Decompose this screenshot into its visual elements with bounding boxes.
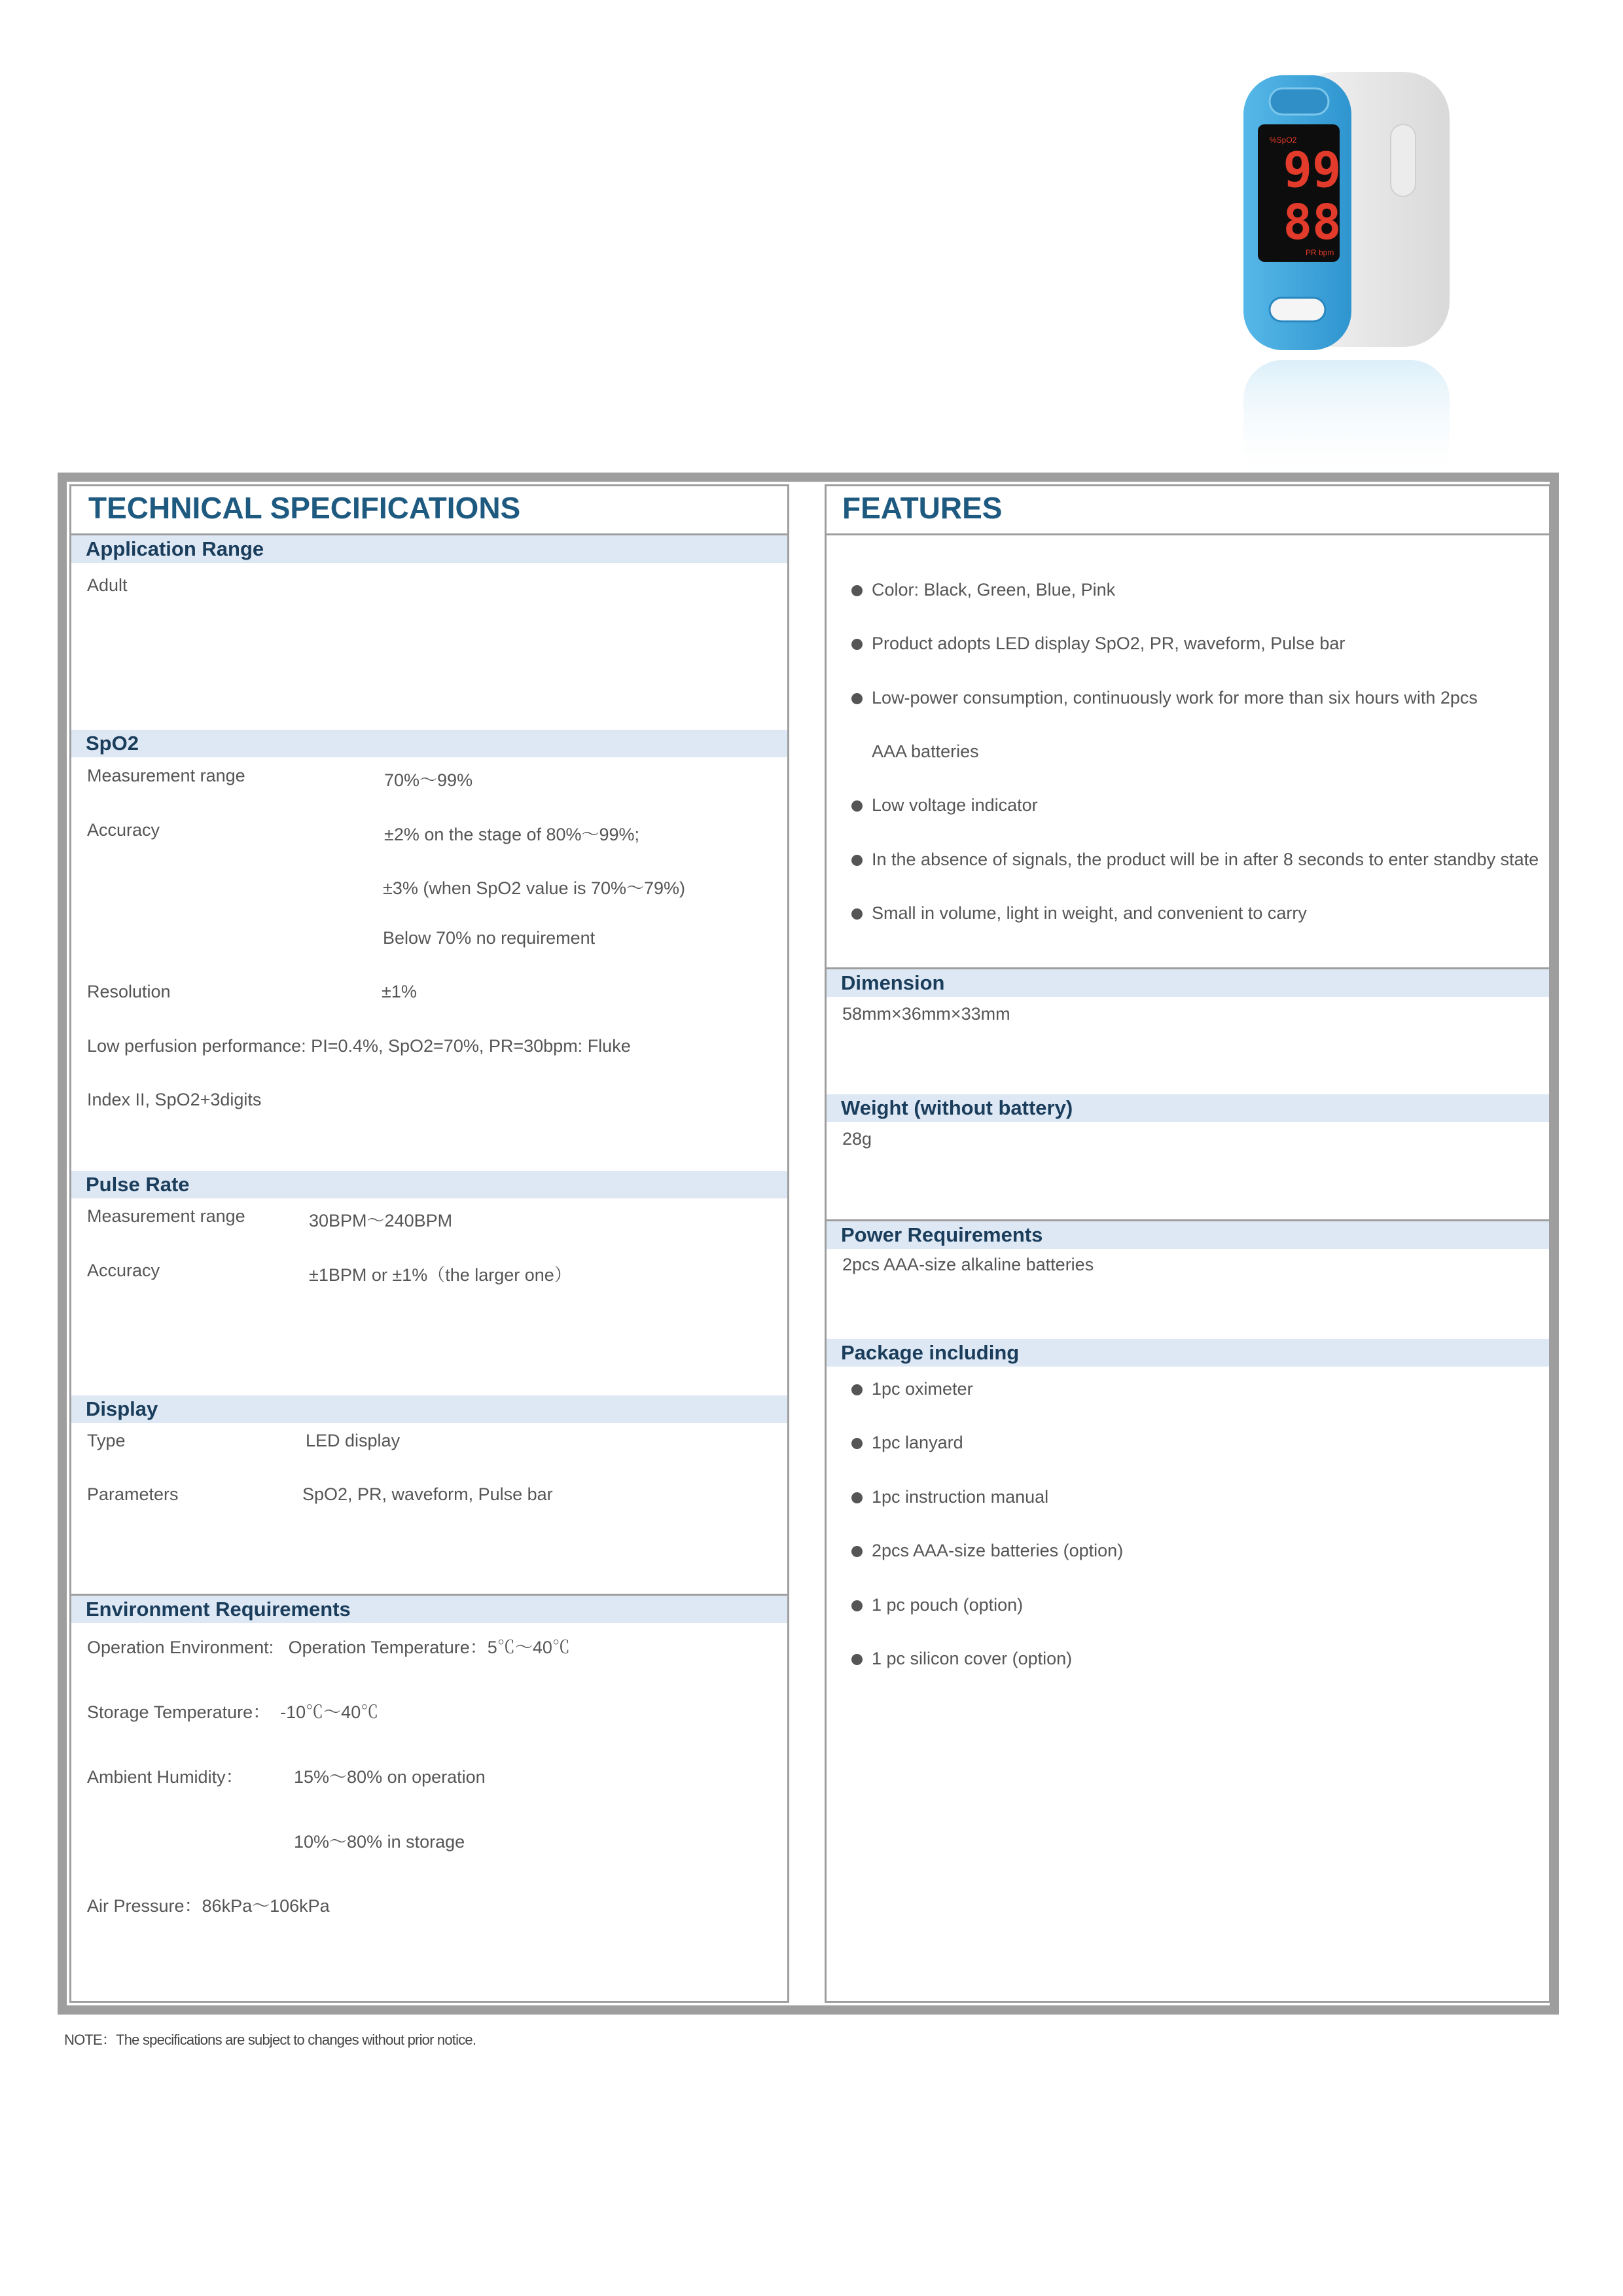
feature-item: Low-power consumption, continuously work for more than six hours with 2pcs (872, 688, 1478, 708)
bullet-icon (851, 800, 863, 812)
environment-heading: Environment Requirements (86, 1598, 351, 1621)
feature-item: In the absence of signals, the product will be in after 8 seconds to enter standby state (872, 850, 1539, 869)
spo2-low-perfusion-1: Low perfusion performance: PI=0.4%, SpO2=70%, PR=30bpm: Fluke (87, 1036, 631, 1056)
feature-item-continued: AAA batteries (872, 742, 979, 761)
bullet-icon (851, 639, 863, 650)
bullet-icon (851, 1654, 863, 1665)
spo2-header (71, 730, 787, 757)
package-item: 2pcs AAA-size batteries (option) (872, 1541, 1124, 1560)
pulse-rate-header (71, 1171, 787, 1198)
environment-header (71, 1596, 787, 1623)
technical-specifications-title: TECHNICAL SPECIFICATIONS (88, 491, 521, 525)
spo2-range-value: 70%～99% (384, 770, 473, 790)
package-item: 1pc instruction manual (872, 1487, 1049, 1507)
spo2-resolution-label: Resolution (87, 982, 171, 1001)
feature-item: Small in volume, light in weight, and convenient to carry (872, 903, 1307, 923)
package-header (827, 1339, 1549, 1367)
package-heading: Package including (841, 1341, 1020, 1364)
application-range-heading: Application Range (86, 537, 264, 560)
spo2-heading: SpO2 (86, 732, 139, 755)
feature-item: Low voltage indicator (872, 795, 1038, 815)
weight-header (827, 1094, 1549, 1122)
spo2-accuracy-value-3: Below 70% no requirement (383, 928, 596, 948)
application-range-header (71, 535, 787, 563)
spec-sheet-frame (58, 473, 1559, 2015)
pulse-rate-heading: Pulse Rate (86, 1173, 190, 1196)
display-heading: Display (86, 1397, 158, 1420)
spo2-accuracy-label: Accuracy (87, 820, 160, 840)
package-item: 1pc oximeter (872, 1379, 973, 1399)
weight-value: 28g (842, 1129, 872, 1149)
spo2-tag: %SpO2 (1270, 135, 1297, 145)
spo2-range-label: Measurement range (87, 766, 245, 785)
features-panel (825, 484, 1551, 2003)
pulse-rate-range-label: Measurement range (87, 1206, 245, 1226)
bullet-icon (851, 1492, 863, 1503)
technical-specifications-panel (69, 484, 789, 2003)
pr-tag: PR bpm (1306, 248, 1334, 257)
power-requirements-header (827, 1221, 1549, 1249)
environment-humidity-value-1: 15%～80% on operation (294, 1767, 486, 1787)
display-type-label: Type (87, 1431, 126, 1450)
feature-item: Product adopts LED display SpO2, PR, waveform, Pulse bar (872, 634, 1346, 653)
features-title: FEATURES (842, 491, 1003, 525)
bullet-icon (851, 1384, 863, 1395)
bullet-icon (851, 908, 863, 920)
divider (827, 533, 1549, 535)
display-type-value: LED display (306, 1431, 401, 1450)
spo2-accuracy-value-2: ±3% (when SpO2 value is 70%～79%) (383, 878, 686, 898)
spo2-low-perfusion-2: Index II, SpO2+3digits (87, 1090, 262, 1109)
environment-storage: Storage Temperature： -10℃～40℃ (87, 1702, 379, 1722)
package-item: 1pc lanyard (872, 1433, 963, 1452)
display-parameters-label: Parameters (87, 1484, 179, 1504)
environment-operation: Operation Environment: Operation Temperature：5℃～40℃ (87, 1638, 570, 1657)
bullet-icon (851, 693, 863, 704)
application-range-value: Adult (87, 575, 128, 595)
package-item: 1 pc pouch (option) (872, 1595, 1024, 1615)
display-header (71, 1395, 787, 1423)
spo2-readout: 99 (1283, 142, 1342, 198)
dimension-value: 58mm×36mm×33mm (842, 1004, 1010, 1024)
dimension-heading: Dimension (841, 971, 945, 994)
pulse-rate-range-value: 30BPM～240BPM (309, 1211, 453, 1230)
power-requirements-heading: Power Requirements (841, 1223, 1043, 1246)
feature-item: Color: Black, Green, Blue, Pink (872, 580, 1116, 600)
dimension-header (827, 969, 1549, 997)
pulse-rate-accuracy-label: Accuracy (87, 1261, 160, 1280)
pulse-oximeter-image (1243, 65, 1466, 484)
bullet-icon (851, 1600, 863, 1611)
environment-humidity-value-2: 10%～80% in storage (294, 1832, 465, 1852)
display-parameters-value: SpO2, PR, waveform, Pulse bar (302, 1484, 553, 1504)
footer-note: NOTE：The specifications are subject to changes without prior notice. (64, 2032, 476, 2048)
spo2-resolution-value: ±1% (382, 982, 417, 1001)
spo2-accuracy-value-1: ±2% on the stage of 80%～99%; (384, 825, 640, 844)
environment-humidity-label: Ambient Humidity： (87, 1767, 243, 1787)
bullet-icon (851, 585, 863, 596)
power-requirements-value: 2pcs AAA-size alkaline batteries (842, 1255, 1094, 1274)
package-item: 1 pc silicon cover (option) (872, 1649, 1073, 1668)
bullet-icon (851, 1546, 863, 1557)
weight-heading: Weight (without battery) (841, 1096, 1073, 1119)
pr-readout: 88 (1283, 194, 1342, 251)
bullet-icon (851, 1438, 863, 1449)
bullet-icon (851, 855, 863, 866)
environment-air-pressure: Air Pressure：86kPa～106kPa (87, 1896, 330, 1916)
pulse-rate-accuracy-value: ±1BPM or ±1%（the larger one） (309, 1265, 572, 1285)
